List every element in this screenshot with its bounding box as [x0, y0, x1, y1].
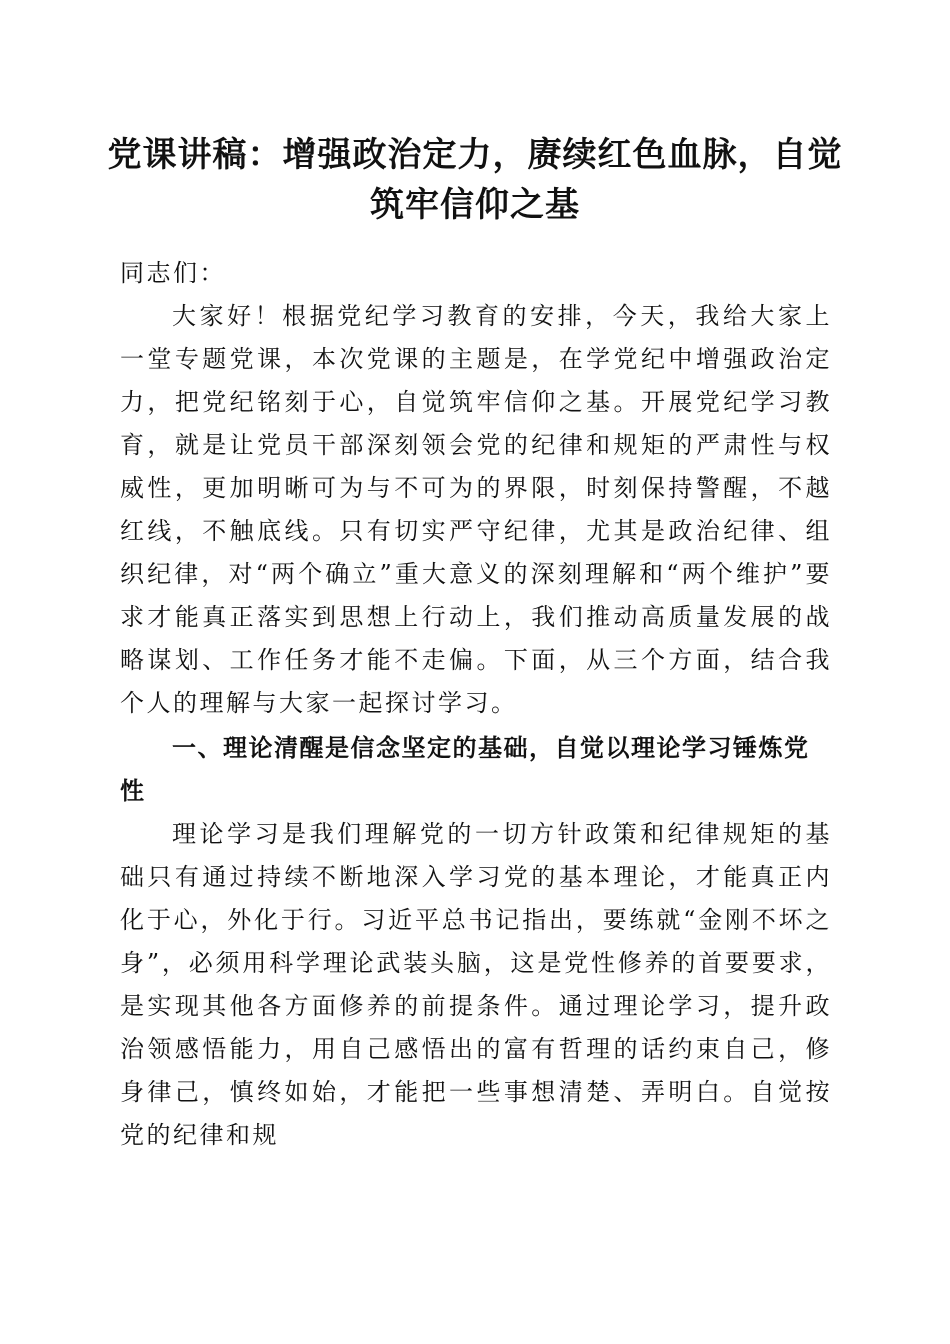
salutation: 同志们： — [120, 259, 226, 287]
intro-paragraph: 大家好！根据党纪学习教育的安排，今天，我给大家上一堂专题党课，本次党课的主题是，在学党纪中增强政治定力，把党纪铭刻于心，自觉筑牢信仰之基。开展党纪学习教育，就是让党员干部深刻领会党的纪律和规矩的严肃性与权威性，更加明晰可为与不可为的界限，时刻保持警醒，不越红线，不触底线。只有切实严守纪律，尤其是政治纪律、组织纪律，对“两个确立”重大意义的深刻理解和“两个维护”要求才能真正落实到思想上行动上，我们推动高质量发展的战略谋划、工作任务才能不走偏。下面，从三个方面，结合我个人的理解与大家一起探讨学习。 — [120, 302, 832, 717]
section-heading: 一、理论清醒是信念坚定的基础，自觉以理论学习锤炼党性 — [120, 734, 810, 805]
document-title: 党课讲稿：增强政治定力，赓续红色血脉，自觉筑牢信仰之基 — [107, 135, 843, 225]
section-paragraph: 理论学习是我们理解党的一切方针政策和纪律规矩的基础只有通过持续不断地深入学习党的基本理论，才能真正内化于心，外化于行。习近平总书记指出，要练就“金刚不坏之身”，必须用科学理论武装头脑，这是党性修养的首要要求，是实现其他各方面修养的前提条件。通过理论学习，提升政治领感悟能力，用自己感悟出的富有哲理的话约束自己，修身律己，慎终如始，才能把一些事想清楚、弄明白。自觉按党的纪律和规 — [120, 820, 832, 1149]
document-body — [120, 250, 832, 1157]
